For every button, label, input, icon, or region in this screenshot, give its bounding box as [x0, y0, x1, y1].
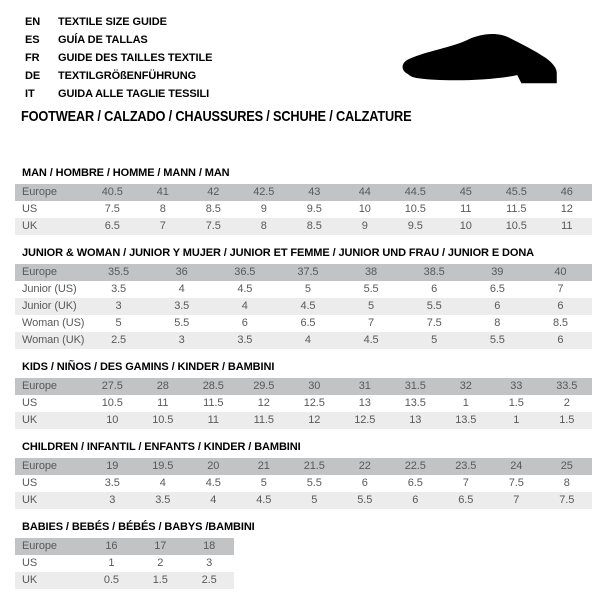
table-row [15, 572, 234, 589]
size-cell: 8 [494, 317, 501, 329]
size-cell: 28 [138, 378, 189, 395]
size-cell: 5 [340, 298, 403, 315]
size-cell: 12 [257, 397, 270, 409]
language-label: TEXTILE SIZE GUIDE [58, 16, 167, 28]
row-label: US [22, 397, 38, 409]
table-row [15, 298, 592, 315]
size-cell: 33.5 [542, 378, 593, 395]
table-header-row [15, 264, 592, 281]
size-cell: 21.5 [289, 458, 340, 475]
language-code: ES [25, 34, 40, 46]
size-cell: 30 [289, 378, 340, 395]
size-cell: 3 [206, 557, 213, 569]
size-cell: 11 [157, 397, 169, 409]
size-cell: 3.5 [213, 332, 276, 349]
size-cell: 16 [87, 538, 136, 555]
size-cell: 12 [289, 412, 340, 429]
size-cell: 39 [466, 264, 529, 281]
size-cell: 3.5 [104, 477, 120, 489]
size-cell: 28.5 [188, 378, 239, 395]
row-label: UK [15, 572, 87, 589]
size-cell: 31.5 [390, 378, 441, 395]
size-cell: 13 [390, 412, 441, 429]
language-code: FR [25, 52, 40, 64]
size-cell: 4 [276, 332, 339, 349]
size-cell: 45.5 [491, 184, 542, 201]
size-cell: 40 [529, 264, 592, 281]
size-cell: 5.5 [466, 332, 529, 349]
size-table [15, 538, 234, 589]
table-row [15, 218, 592, 235]
language-row [25, 85, 212, 103]
size-cell: 8 [159, 203, 166, 215]
table-row [15, 555, 234, 572]
size-cell: 19.5 [138, 458, 189, 475]
size-cell: 4 [188, 492, 239, 509]
size-cell: 8.5 [205, 203, 221, 215]
size-cell: 3 [150, 332, 213, 349]
size-cell: 3.5 [111, 283, 127, 295]
size-cell: 4.5 [276, 298, 339, 315]
size-cell: 7.5 [188, 218, 239, 235]
size-cell: 45 [441, 184, 492, 201]
row-label: Europe [15, 458, 87, 475]
size-cell: 5 [289, 492, 340, 509]
table-title: CHILDREN / INFANTIL / ENFANTS / KINDER / BAMBINI [22, 441, 301, 453]
size-cell: 12.5 [303, 397, 325, 409]
size-cell: 2.5 [87, 332, 150, 349]
size-cell: 9 [260, 203, 267, 215]
size-cell: 36.5 [213, 264, 276, 281]
size-cell: 27.5 [87, 378, 138, 395]
size-cell: 6 [431, 283, 438, 295]
language-row [25, 31, 212, 49]
size-cell: 5 [304, 283, 311, 295]
language-row [25, 13, 212, 31]
table-row [15, 315, 592, 332]
size-cell: 7.5 [426, 317, 442, 329]
size-cell: 10 [358, 203, 371, 215]
size-cell: 8.5 [552, 317, 568, 329]
size-cell: 19 [87, 458, 138, 475]
row-label: Europe [15, 538, 87, 555]
size-cell: 13.5 [441, 412, 492, 429]
size-cell: 3 [87, 298, 150, 315]
size-tables [15, 167, 593, 589]
size-cell: 13 [358, 397, 371, 409]
row-label: US [22, 477, 38, 489]
row-label: Junior (US) [22, 283, 77, 295]
size-cell: 5.5 [174, 317, 190, 329]
size-cell: 7 [557, 283, 564, 295]
size-cell: 41 [138, 184, 189, 201]
size-cell: 7 [138, 218, 189, 235]
size-cell: 22 [340, 458, 391, 475]
size-cell: 5 [115, 317, 122, 329]
size-cell: 32 [441, 378, 492, 395]
size-cell: 6.5 [300, 317, 316, 329]
table-header-row [15, 458, 592, 475]
size-cell: 10.5 [101, 397, 123, 409]
size-cell: 2 [563, 397, 570, 409]
table-row [15, 475, 592, 492]
size-cell: 7 [462, 477, 469, 489]
row-label: Woman (UK) [15, 332, 87, 349]
table-header-row [15, 184, 592, 201]
table-row [15, 395, 592, 412]
table-title: KIDS / NIÑOS / DES GAMINS / KINDER / BAMBINI [22, 361, 275, 373]
size-cell: 12 [560, 203, 573, 215]
table-row [15, 332, 592, 349]
size-cell: 6 [529, 332, 592, 349]
size-cell: 7 [491, 492, 542, 509]
size-cell: 6 [529, 298, 592, 315]
size-cell: 6 [361, 477, 368, 489]
size-cell: 11 [460, 203, 472, 215]
size-cell: 7.5 [542, 492, 593, 509]
size-cell: 10 [87, 412, 138, 429]
size-cell: 6.5 [407, 477, 423, 489]
size-cell: 6 [466, 298, 529, 315]
row-label: Europe [15, 184, 87, 201]
language-list [25, 13, 212, 103]
size-table [15, 458, 592, 509]
size-cell: 8 [239, 218, 290, 235]
table-title: BABIES / BEBÉS / BÉBÉS / BABYS /BAMBINI [22, 521, 255, 533]
size-cell: 7 [368, 317, 375, 329]
size-cell: 9 [340, 218, 391, 235]
row-label: US [22, 203, 38, 215]
size-cell: 44.5 [390, 184, 441, 201]
language-code: IT [25, 88, 35, 100]
size-cell: 13.5 [404, 397, 426, 409]
language-code: DE [25, 70, 41, 82]
category-heading: FOOTWEAR / CALZADO / CHAUSSURES / SCHUHE / CALZATURE [21, 108, 412, 125]
size-cell: 11 [542, 218, 593, 235]
size-cell: 38.5 [403, 264, 466, 281]
size-cell: 44 [340, 184, 391, 201]
size-cell: 12.5 [340, 412, 391, 429]
size-cell: 10.5 [491, 218, 542, 235]
size-cell: 25 [542, 458, 593, 475]
size-cell: 6 [390, 492, 441, 509]
size-cell: 10.5 [138, 412, 189, 429]
row-label: US [22, 557, 38, 569]
size-cell: 11.5 [506, 203, 527, 215]
size-cell: 11.5 [203, 397, 224, 409]
size-cell: 42 [188, 184, 239, 201]
size-cell: 21 [239, 458, 290, 475]
size-cell: 17 [136, 538, 185, 555]
size-cell: 36 [150, 264, 213, 281]
table-header-row [15, 378, 592, 395]
size-cell: 6.5 [441, 492, 492, 509]
size-cell: 3 [87, 492, 138, 509]
size-cell: 4.5 [239, 492, 290, 509]
size-cell: 6.5 [489, 283, 505, 295]
language-label: GUÍA DE TALLAS [58, 34, 148, 46]
size-cell: 4 [178, 283, 185, 295]
size-cell: 1 [491, 412, 542, 429]
size-cell: 1.5 [508, 397, 524, 409]
size-cell: 9.5 [306, 203, 322, 215]
size-cell: 10 [441, 218, 492, 235]
size-cell: 40.5 [87, 184, 138, 201]
table-header-row [15, 538, 234, 555]
language-label: GUIDE DES TAILLES TEXTILE [58, 52, 213, 64]
language-label: TEXTILGRÖßENFÜHRUNG [58, 70, 197, 82]
size-table-section [15, 167, 593, 235]
table-row [15, 281, 592, 298]
size-cell: 4 [159, 477, 166, 489]
size-cell: 1.5 [542, 412, 593, 429]
table-title: MAN / HOMBRE / HOMME / MANN / MAN [22, 167, 230, 179]
size-cell: 37.5 [276, 264, 339, 281]
row-label: Europe [15, 264, 87, 281]
language-code: EN [25, 16, 41, 28]
size-table-section [15, 247, 593, 349]
size-cell: 3.5 [138, 492, 189, 509]
size-cell: 6 [241, 317, 248, 329]
row-label: Woman (US) [22, 317, 85, 329]
size-cell: 11.5 [239, 412, 290, 429]
dress-shoe-icon [398, 31, 578, 97]
table-row [15, 412, 592, 429]
size-cell: 5.5 [363, 283, 379, 295]
size-cell: 8 [563, 477, 570, 489]
size-cell: 1.5 [136, 572, 185, 589]
size-cell: 20 [188, 458, 239, 475]
size-cell: 1 [462, 397, 469, 409]
size-cell: 38 [340, 264, 403, 281]
size-cell: 11 [188, 412, 239, 429]
size-table [15, 378, 592, 429]
row-label: UK [15, 492, 87, 509]
size-cell: 5.5 [306, 477, 322, 489]
size-cell: 4.5 [205, 477, 221, 489]
size-table-section [15, 441, 593, 509]
row-label: Junior (UK) [15, 298, 87, 315]
size-cell: 43 [289, 184, 340, 201]
size-cell: 6.5 [87, 218, 138, 235]
row-label: UK [15, 218, 87, 235]
size-cell: 9.5 [390, 218, 441, 235]
size-cell: 5 [260, 477, 267, 489]
size-cell: 46 [542, 184, 593, 201]
size-cell: 5 [403, 332, 466, 349]
language-label: GUIDA ALLE TAGLIE TESSILI [58, 88, 210, 100]
size-cell: 18 [185, 538, 234, 555]
size-cell: 4.5 [340, 332, 403, 349]
size-cell: 4.5 [237, 283, 253, 295]
size-cell: 8.5 [289, 218, 340, 235]
size-cell: 7.5 [104, 203, 120, 215]
table-title: JUNIOR & WOMAN / JUNIOR Y MUJER / JUNIOR ET FEMME / JUNIOR UND FRAU / JUNIOR E DONA [22, 247, 535, 259]
language-row [25, 67, 212, 85]
size-cell: 29.5 [239, 378, 290, 395]
size-table-section [15, 361, 593, 429]
size-cell: 22.5 [390, 458, 441, 475]
size-cell: 42.5 [239, 184, 290, 201]
size-cell: 31 [340, 378, 391, 395]
size-cell: 4 [213, 298, 276, 315]
size-cell: 5.5 [403, 298, 466, 315]
size-cell: 0.5 [87, 572, 136, 589]
size-cell: 35.5 [87, 264, 150, 281]
size-cell: 23.5 [441, 458, 492, 475]
size-cell: 7.5 [508, 477, 524, 489]
row-label: Europe [15, 378, 87, 395]
size-cell: 10.5 [404, 203, 426, 215]
table-row [15, 492, 592, 509]
size-cell: 2 [157, 557, 164, 569]
language-row [25, 49, 212, 67]
size-cell: 2.5 [185, 572, 234, 589]
size-cell: 33 [491, 378, 542, 395]
size-table [15, 264, 592, 349]
size-table-section [15, 521, 593, 589]
size-cell: 3.5 [150, 298, 213, 315]
size-cell: 1 [108, 557, 115, 569]
row-label: UK [15, 412, 87, 429]
size-cell: 5.5 [340, 492, 391, 509]
table-row [15, 201, 592, 218]
size-cell: 24 [491, 458, 542, 475]
size-table [15, 184, 592, 235]
